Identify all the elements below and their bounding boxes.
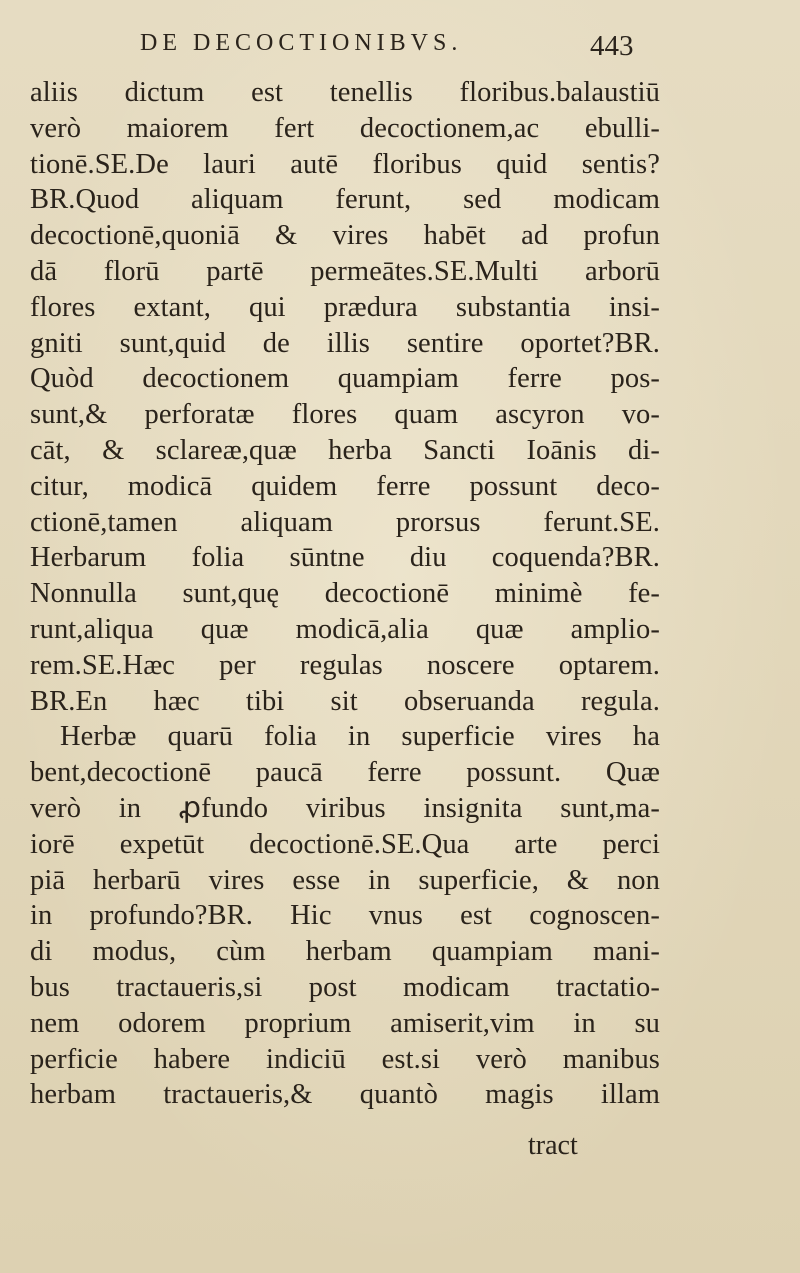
text-line: bus tractaueris,si post modicam tractatio-: [30, 971, 660, 1003]
text-line: Herbarum folia sūntne diu coquenda?BR.: [30, 542, 660, 574]
text-line-paragraph-start: Herbæ quarū folia in superficie vires ha: [60, 721, 660, 753]
running-head: DE DECOCTIONIBVS.: [140, 30, 463, 56]
text-line: di modus, cùm herbam quampiam mani-: [30, 936, 660, 968]
text-line: citur, modicā quidem ferre possunt deco-: [30, 470, 660, 502]
text-line: Nonnulla sunt,quę decoctionē minimè fe-: [30, 578, 660, 610]
text-line: decoctionē,quoniā & vires habēt ad profun: [30, 220, 660, 252]
text-line: verò maiorem fert decoctionem,ac ebulli-: [30, 112, 660, 144]
catchword: tract: [528, 1130, 578, 1161]
text-line: nem odorem proprium amiserit,vim in su: [30, 1007, 660, 1039]
text-line: rem.SE.Hæc per regulas noscere optarem.: [30, 649, 660, 681]
text-line: herbam tractaueris,& quantò magis illam: [30, 1079, 660, 1111]
body-text: [30, 75, 660, 1113]
text-line: in profundo?BR. Hic vnus est cognoscen-: [30, 900, 660, 932]
text-line: aliis dictum est tenellis floribus.balaustiū: [30, 77, 660, 108]
text-line: perficie habere indiciū est.si verò manibus: [30, 1043, 660, 1075]
text-line: flores extant, qui prædura substantia insi-: [30, 291, 660, 323]
text-line: sunt,& perforatæ flores quam ascyron vo-: [30, 399, 660, 431]
text-line: BR.Quod aliquam ferunt, sed modicam: [30, 184, 660, 216]
text-line: BR.En hæc tibi sit obseruanda regula.: [30, 685, 660, 717]
text-line: dā florū partē permeātes.SE.Multi arborū: [30, 255, 660, 287]
text-line: Quòd decoctionem quampiam ferre pos-: [30, 363, 660, 395]
text-line: verò in ꝓfundo viribus insignita sunt,ma-: [30, 792, 660, 824]
text-line: ctionē,tamen aliquam prorsus ferunt.SE.: [30, 506, 660, 538]
text-line: iorē expetūt decoctionē.SE.Qua arte perci: [30, 828, 660, 860]
text-line: tionē.SE.De lauri autē floribus quid sentis?: [30, 148, 660, 180]
text-line: cāt, & sclareæ,quæ herba Sancti Ioānis di-: [30, 434, 660, 466]
text-line: piā herbarū vires esse in superficie, & non: [30, 864, 660, 896]
page-number: 443: [590, 30, 634, 62]
text-line: gniti sunt,quid de illis sentire oportet?BR.: [30, 327, 660, 359]
text-line: runt,aliqua quæ modicā,alia quæ amplio-: [30, 613, 660, 645]
text-line: bent,decoctionē paucā ferre possunt. Quæ: [30, 757, 660, 789]
